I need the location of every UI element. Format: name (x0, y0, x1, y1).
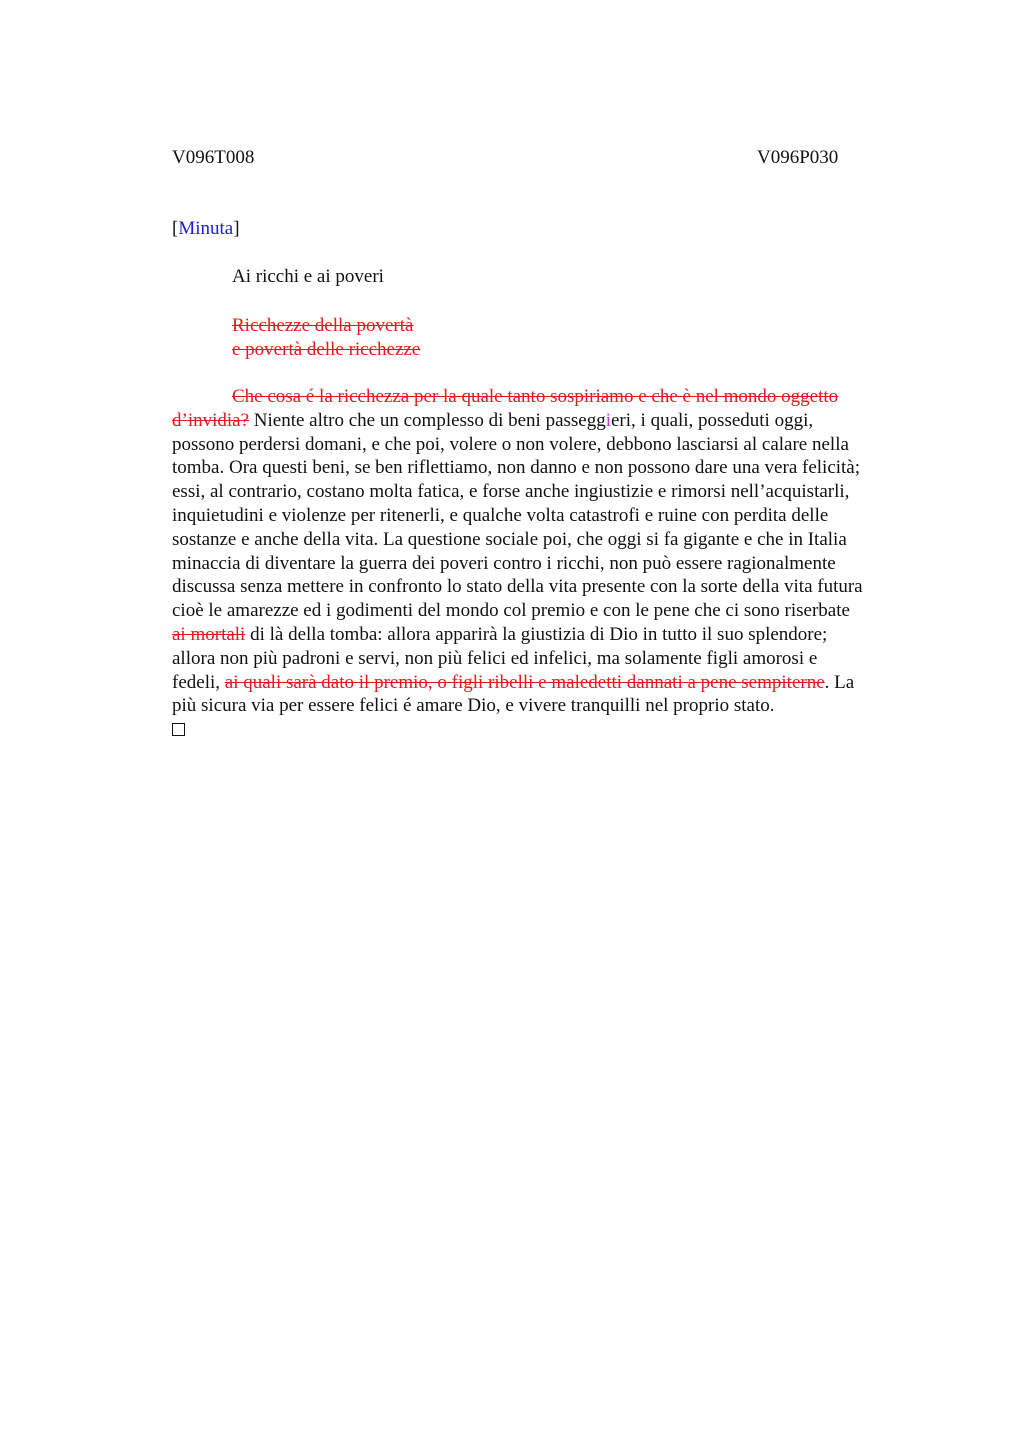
end-box-icon (172, 723, 185, 736)
body-text-segment: Niente altro che un complesso di beni passegg (249, 409, 606, 431)
text-line: più sicura via per essere felici é amare Dio, e vivere tranquilli nel proprio stato. (172, 695, 775, 717)
body-text-segment: eri, i quali, posseduti oggi, (611, 409, 814, 431)
deleted-text: d’invidia? (172, 409, 250, 431)
body-text-segment: fedeli, (172, 671, 225, 693)
text-line (172, 718, 932, 742)
deleted-text: Che cosa é la ricchezza per la quale tanto sospiriamo e che è nel mondo oggetto (232, 386, 839, 407)
deleted-text: ai quali sarà dato il premio, o figli ribelli e maledetti dannati a pene sempiterne (224, 671, 825, 693)
text-line: possono perdersi domani, e che poi, volere o non volere, debbono lasciarsi al calare nella (172, 433, 849, 455)
text-line (172, 623, 932, 647)
body-text-segment: di là della tomba: allora apparirà la giustizia di Dio in tutto il suo splendore; (245, 623, 828, 645)
deleted-text: ai mortali (172, 623, 246, 645)
text-line: tomba. Ora questi beni, se ben riflettiamo, non danno e non possono dare una vera felicità; (172, 457, 861, 479)
text-line: discussa senza mettere in confronto lo stato della vita presente con la sorte della vita futura (172, 576, 863, 598)
text-line: minaccia di diventare la guerra dei poveri contro i ricchi, non può essere ragionalmente (172, 552, 836, 574)
body-paragraph (172, 385, 932, 742)
minuta-label (172, 218, 240, 240)
deleted-title-block (232, 314, 420, 362)
text-line (172, 385, 932, 409)
deleted-title-line: e povertà delle ricchezze (232, 339, 421, 360)
document-code-left: V096T008 (172, 147, 255, 168)
body-text-segment: . La (824, 671, 855, 693)
document-code-right: V096P030 (757, 147, 839, 168)
text-line: inquietudini e violenze per ritenerli, e qualche volta catastrofi e ruine con perdita delle (172, 504, 829, 526)
text-line: cioè le amarezze ed i godimenti del mondo col premio e con le pene che ci sono riserbate (172, 600, 850, 622)
text-line: essi, al contrario, costano molta fatica, e forse anche ingiustizie e rimorsi nell’acquistarli, (172, 481, 850, 503)
label-open-bracket: [ (172, 218, 179, 239)
text-line: sostanze e anche della vita. La questione sociale poi, che oggi si fa gigante e che in Italia (172, 528, 847, 550)
text-line (172, 671, 932, 695)
text-line (172, 409, 932, 433)
text-line: allora non più padroni e servi, non più felici ed infelici, ma solamente figli amorosi e (172, 647, 818, 669)
label-word: Minuta (178, 218, 234, 239)
deleted-title-line: Ricchezze della povertà (232, 315, 414, 336)
inserted-letter: i (605, 409, 611, 431)
label-close-bracket: ] (233, 218, 240, 239)
document-title: Ai ricchi e ai poveri (232, 266, 384, 287)
